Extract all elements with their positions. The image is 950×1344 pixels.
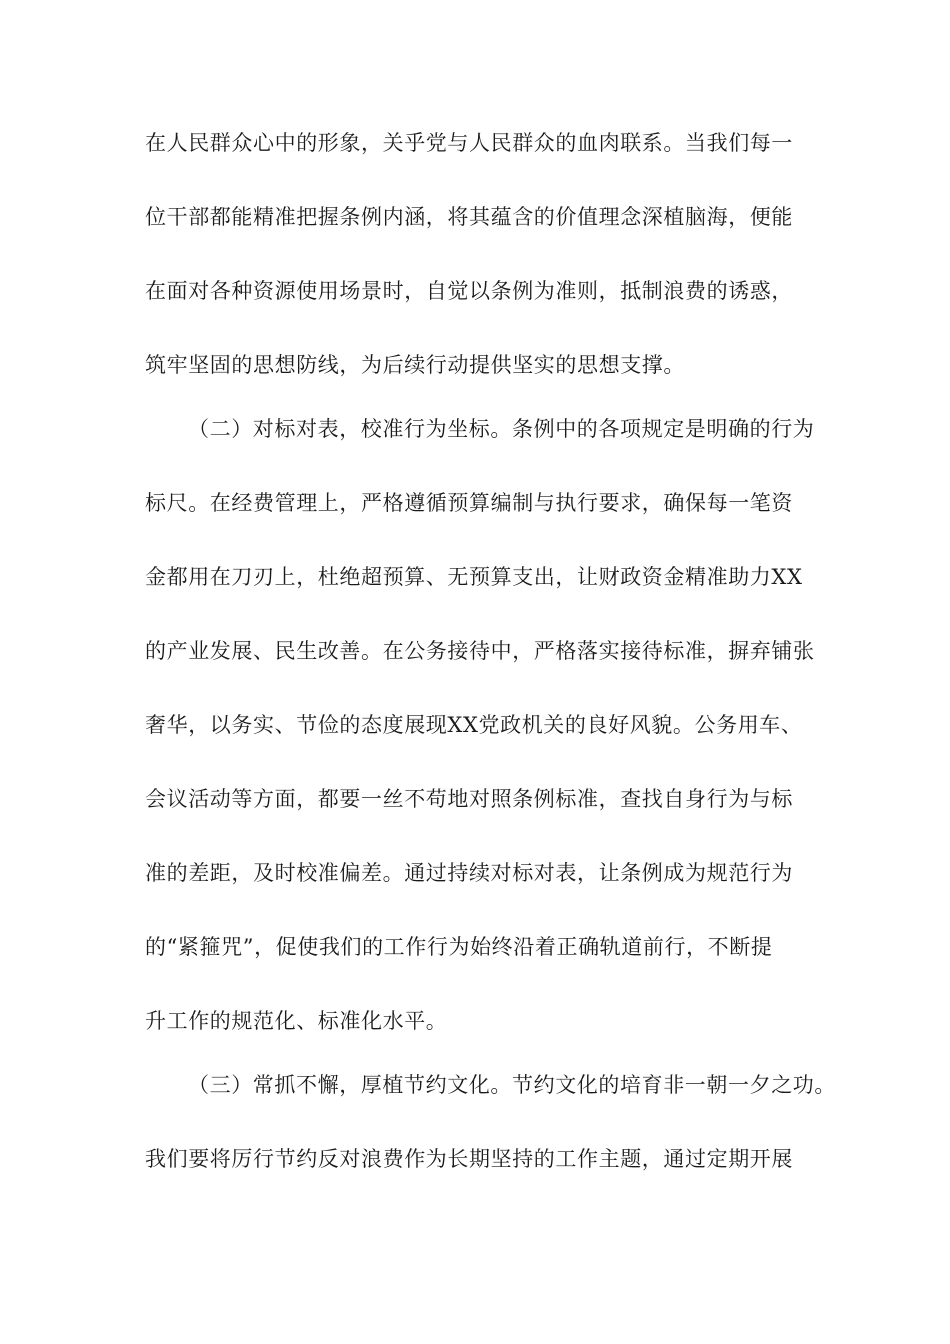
section-heading-line: （二）对标对表，校准行为坐标。条例中的各项规定是明确的行为 bbox=[188, 417, 815, 441]
text-line: 位干部都能精准把握条例内涵，将其蕴含的价值理念深植脑海，便能 bbox=[145, 205, 793, 229]
text-line: 的“紧箍咒”，促使我们的工作行为始终沿着正确轨道前行，不断提 bbox=[145, 935, 773, 959]
text-line: 我们要将厉行节约反对浪费作为长期坚持的工作主题，通过定期开展 bbox=[145, 1147, 793, 1171]
text-line: 筑牢坚固的思想防线，为后续行动提供坚实的思想支撑。 bbox=[145, 353, 685, 377]
text-line: 升工作的规范化、标准化水平。 bbox=[145, 1009, 448, 1033]
text-line: 在人民群众心中的形象，关乎党与人民群众的血肉联系。当我们每一 bbox=[145, 131, 793, 155]
text-line: 在面对各种资源使用场景时，自觉以条例为准则，抵制浪费的诱惑， bbox=[145, 279, 793, 303]
text-line: 准的差距，及时校准偏差。通过持续对标对表，让条例成为规范行为 bbox=[145, 861, 793, 885]
text-line: 标尺。在经费管理上，严格遵循预算编制与执行要求，确保每一笔资 bbox=[145, 491, 793, 515]
text-line: 金都用在刀刃上，杜绝超预算、无预算支出，让财政资金精准助力XX bbox=[145, 565, 803, 589]
text-line: 会议活动等方面，都要一丝不苟地对照条例标准，查找自身行为与标 bbox=[145, 787, 793, 811]
section-heading-line: （三）常抓不懈，厚植节约文化。节约文化的培育非一朝一夕之功。 bbox=[188, 1073, 836, 1097]
text-line: 的产业发展、民生改善。在公务接待中，严格落实接待标准，摒弃铺张 bbox=[145, 639, 815, 663]
text-line: 奢华，以务实、节俭的态度展现XX党政机关的良好风貌。公务用车、 bbox=[145, 713, 803, 737]
